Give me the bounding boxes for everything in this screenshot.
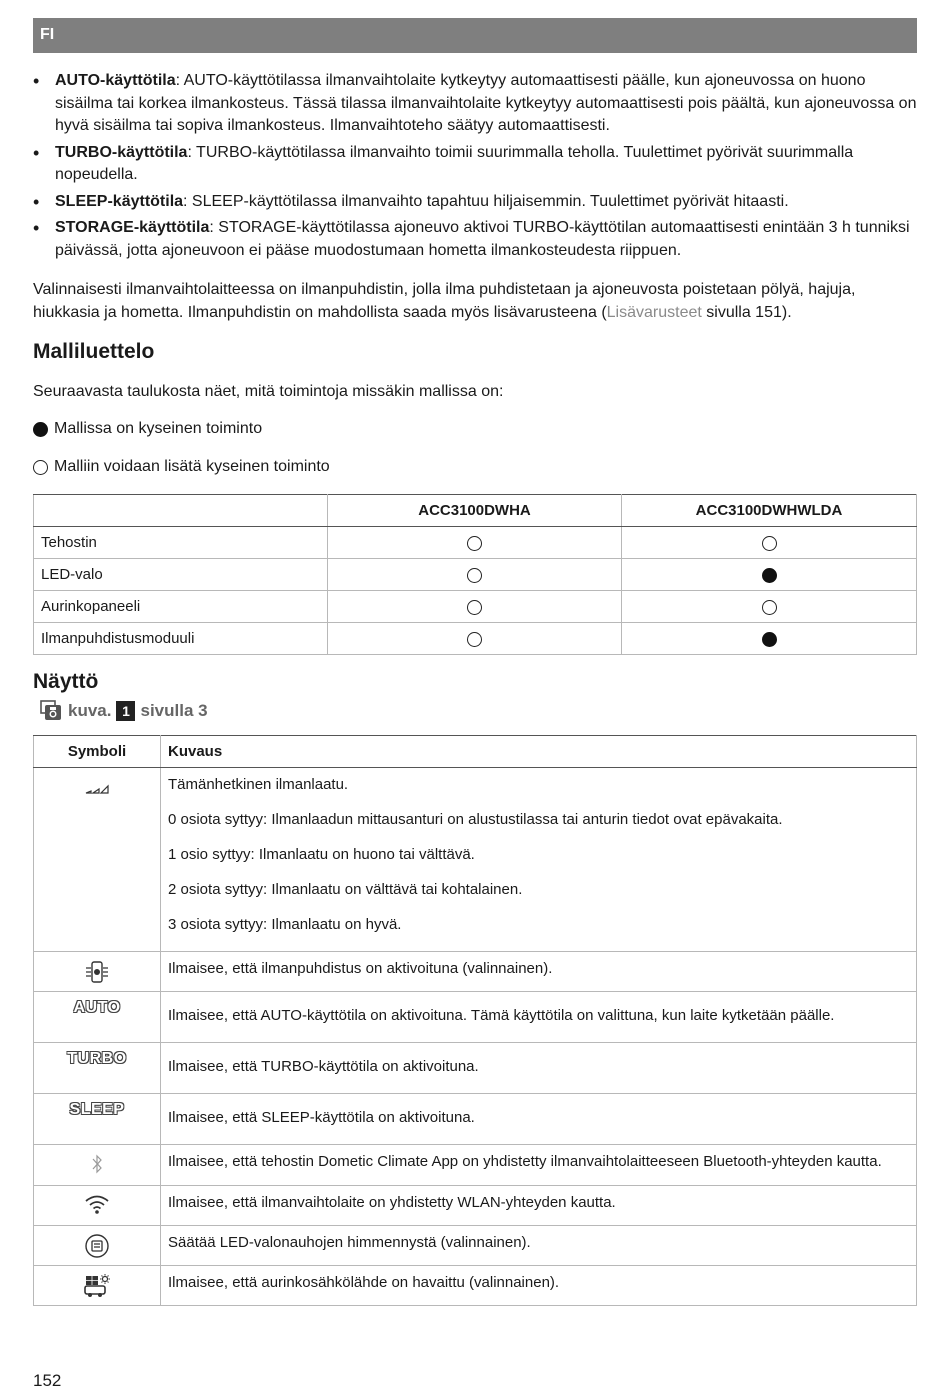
page-number: 152 [33, 1371, 62, 1390]
table-row [34, 1145, 917, 1186]
symbol-cell [34, 1266, 161, 1306]
description-column-header: Kuvaus [161, 736, 917, 768]
language-header-bar [33, 18, 917, 53]
intro-text-after: sivulla 151). [701, 303, 792, 321]
symbol-column-header: Symboli [34, 736, 161, 768]
table-row [34, 1094, 917, 1145]
bullet-term: TURBO-käyttötila [55, 143, 188, 161]
table-row [34, 768, 917, 952]
description-line: Ilmaisee, että ilmanpuhdistus on aktivoituna (valinnainen). [168, 960, 553, 977]
description-line: 0 osiota syttyy: Ilmanlaadun mittausanturi on alustustilassa tai anturin tiedot ovat epävakaita. [168, 811, 783, 828]
description-line: Ilmaisee, että SLEEP-käyttötila on aktivoituna. [168, 1109, 475, 1126]
bullet-text: : SLEEP-käyttötilassa ilmanvaihto tapahtuu hiljaisemmin. Tuulettimet pyörivät hitaasti. [183, 192, 789, 210]
open-circle-icon [467, 600, 482, 615]
open-circle-icon [33, 460, 48, 475]
description-line: Ilmaisee, että AUTO-käyttötila on aktivoituna. Tämä käyttötila on valittuna, kun laite kytketään päälle. [168, 1007, 835, 1024]
table-header-row [34, 495, 917, 527]
wifi-icon [35, 1187, 159, 1219]
table-row [34, 623, 917, 655]
column-header: ACC3100DWHWLDA [622, 495, 917, 527]
list-item [33, 70, 917, 138]
column-header: ACC3100DWHA [328, 495, 622, 527]
legend-open-label: Malliin voidaan lisätä kyseinen toiminto [54, 458, 330, 475]
legend-filled-label: Mallissa on kyseinen toiminto [54, 420, 263, 437]
symbol-cell [34, 1094, 161, 1145]
models-lead-text: Seuraavasta taulukosta näet, mitä toimintoja missäkin mallissa on: [33, 383, 504, 400]
air-quality-icon [35, 769, 159, 799]
symbol-cell [34, 1043, 161, 1094]
list-item [33, 217, 917, 262]
table-row [34, 527, 917, 559]
description-cell [161, 952, 917, 992]
symbol-cell [34, 768, 161, 952]
open-circle-icon [762, 600, 777, 615]
auto-mode-icon: AUTO [73, 999, 121, 1016]
filled-circle-icon [762, 568, 777, 583]
legend-filled [33, 420, 262, 438]
symbol-cell [34, 1226, 161, 1266]
language-code: FI [40, 26, 55, 43]
description-cell [161, 992, 917, 1043]
description-cell [161, 1226, 917, 1266]
feature-cell: Aurinkopaneeli [34, 591, 328, 623]
purifier-intro-paragraph [33, 279, 917, 324]
description-line: 1 osio syttyy: Ilmanlaatu on huono tai välttävä. [168, 846, 475, 863]
camera-icon [40, 700, 62, 721]
accessories-link[interactable]: Lisävarusteet [606, 303, 702, 321]
list-item [33, 191, 917, 214]
table-row [34, 559, 917, 591]
open-circle-icon [467, 536, 482, 551]
open-circle-icon [467, 632, 482, 647]
table-row [34, 992, 917, 1043]
open-circle-icon [762, 536, 777, 551]
symbol-cell [34, 1186, 161, 1226]
description-line: Ilmaisee, että ilmanvaihtolaite on yhdistetty WLAN-yhteyden kautta. [168, 1194, 616, 1211]
description-line: Ilmaisee, että TURBO-käyttötila on aktivoituna. [168, 1058, 479, 1075]
bullet-term: STORAGE-käyttötila [55, 219, 210, 236]
table-row [34, 1266, 917, 1306]
description-cell [161, 1094, 917, 1145]
description-cell [161, 1145, 917, 1186]
description-cell [161, 1186, 917, 1226]
filled-circle-icon [762, 632, 777, 647]
figure-page: sivulla 3 [140, 700, 208, 720]
description-line: 3 osiota syttyy: Ilmanlaatu on hyvä. [168, 916, 402, 933]
availability-cell [622, 527, 917, 559]
models-heading: Malliluettelo [33, 340, 155, 363]
symbol-cell [34, 992, 161, 1043]
symbol-cell [34, 952, 161, 992]
bullet-term: AUTO-käyttötila [55, 72, 176, 89]
mode-bullet-list [33, 70, 917, 266]
solar-source-icon [35, 1267, 159, 1303]
led-dimmer-icon [35, 1227, 159, 1263]
availability-cell [328, 559, 622, 591]
table-header-row [34, 736, 917, 768]
bullet-text: : AUTO-käyttötilassa ilmanvaihtolaite kytkeytyy automaattisesti päälle, kun ajoneuvossa on huono sisäilma tai korkea ilmankosteus. Tässä tilassa ilmanvaihtolaite kytkeytyy automaattisesti pois päältä, kun ajoneuvossa on hyvä sisäilma tai sopiva ilmankosteus. Ilmanvaihtoteho säätyy automaattisesti. [55, 72, 917, 134]
description-line: Ilmaisee, että tehostin Dometic Climate App on yhdistetty ilmanvaihtolaitteeseen Bluetooth-yhteyden kautta. [168, 1153, 882, 1170]
table-row [34, 1226, 917, 1266]
availability-cell [328, 591, 622, 623]
availability-cell [328, 527, 622, 559]
description-line: Tämänhetkinen ilmanlaatu. [168, 776, 349, 793]
availability-cell [328, 623, 622, 655]
description-line: Säätää LED-valonauhojen himmennystä (valinnainen). [168, 1234, 531, 1251]
air-purifier-icon [35, 953, 159, 989]
models-table [33, 494, 917, 655]
filled-circle-icon [33, 422, 48, 437]
figure-number: 1 [116, 701, 135, 721]
figure-label: kuva. [68, 700, 112, 720]
display-symbols-table [33, 735, 917, 1306]
bullet-text: : STORAGE-käyttötilassa ajoneuvo aktivoi TURBO-käyttötilan automaattisesti enintään 3 h tunniksi päivässä, jotta ajoneuvoon ei pääse muodostumaan hometta ilmankosteudesta riippuen. [55, 219, 910, 259]
description-cell [161, 768, 917, 952]
bluetooth-icon [35, 1146, 159, 1180]
description-cell [161, 1266, 917, 1306]
feature-cell: Tehostin [34, 527, 328, 559]
turbo-mode-icon: TURBO [67, 1050, 127, 1067]
feature-cell: LED-valo [34, 559, 328, 591]
figure-reference[interactable] [40, 700, 208, 721]
description-cell [161, 1043, 917, 1094]
feature-cell: Ilmanpuhdistusmoduuli [34, 623, 328, 655]
sleep-mode-icon: SLEEP [69, 1101, 125, 1118]
bullet-text: : TURBO-käyttötilassa ilmanvaihto toimii suurimmalla teholla. Tuulettimet pyörivät suurimmalla nopeudella. [55, 143, 854, 183]
table-row [34, 1186, 917, 1226]
availability-cell [622, 591, 917, 623]
description-line: 2 osiota syttyy: Ilmanlaatu on välttävä tai kohtalainen. [168, 881, 523, 898]
display-heading: Näyttö [33, 670, 99, 693]
bullet-term: SLEEP-käyttötila [55, 192, 184, 210]
intro-text-before: Valinnaisesti ilmanvaihtolaitteessa on ilmanpuhdistin, jolla ilma puhdistetaan ja ajoneuvosta poistetaan pölyä, hajuja, hiukkasia ja hometta. Ilmanpuhdistin on mahdollista saada myös lisävarusteena ( [33, 281, 856, 321]
description-line: Ilmaisee, että aurinkosähkölähde on havaittu (valinnainen). [168, 1274, 560, 1291]
table-row [34, 952, 917, 992]
availability-cell [622, 559, 917, 591]
symbol-cell [34, 1145, 161, 1186]
list-item [33, 142, 917, 187]
availability-cell [622, 623, 917, 655]
legend-open [33, 458, 330, 476]
table-row [34, 591, 917, 623]
open-circle-icon [467, 568, 482, 583]
table-row [34, 1043, 917, 1094]
column-header [34, 495, 328, 527]
